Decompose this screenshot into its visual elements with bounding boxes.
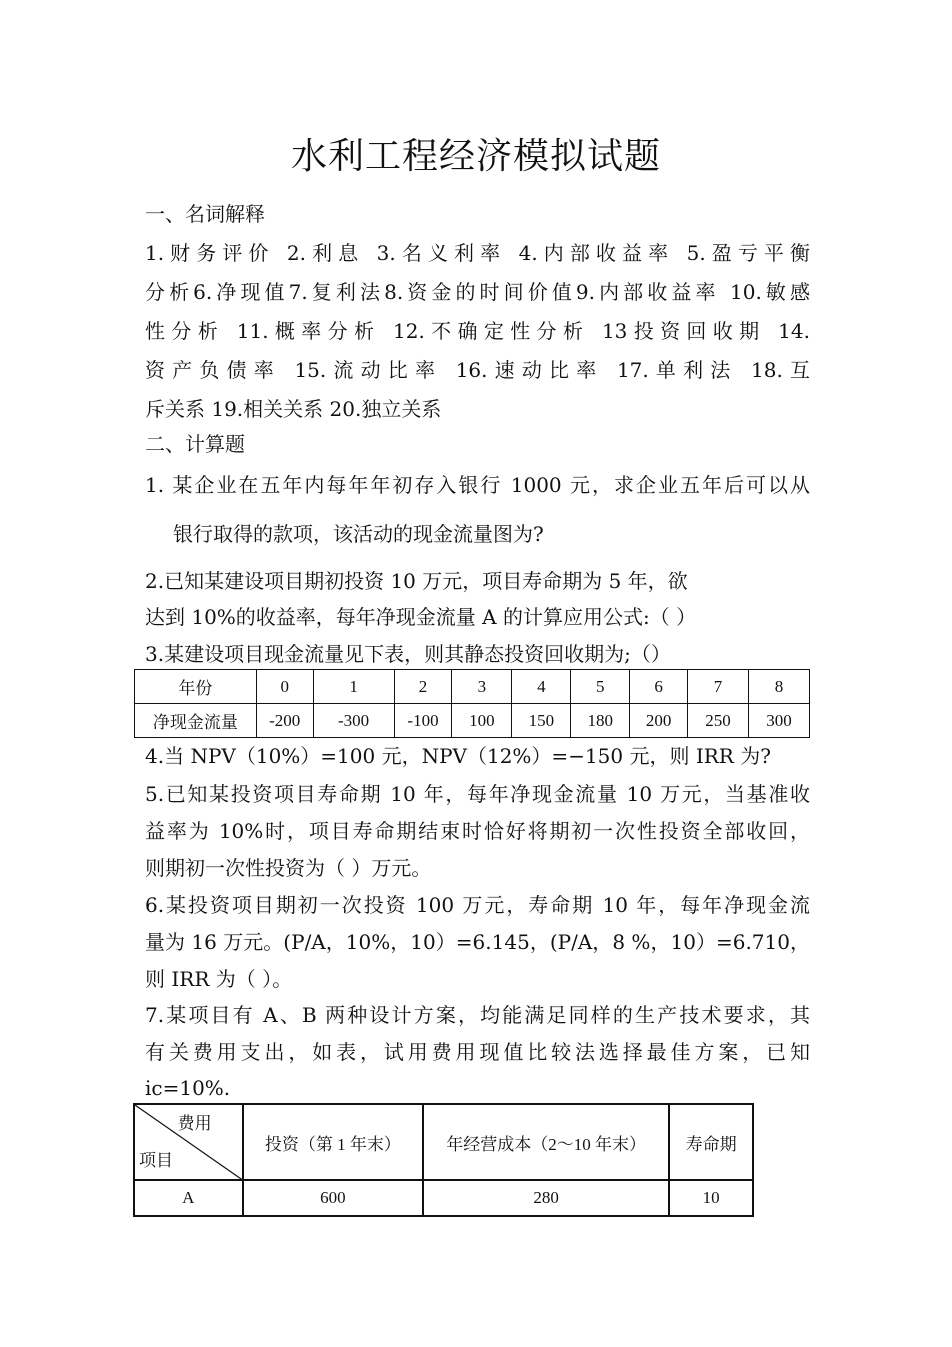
question-7-line-2: 有关费用支出，如表，试用费用现值比较法选择最佳方案，已知 bbox=[145, 1040, 810, 1064]
question-4-line-1: 4.当 NPV（10%）=100 元，NPV（12%）=−150 元，则 IRR 为? bbox=[145, 744, 771, 768]
year-cell: 4 bbox=[512, 670, 571, 704]
question-6-line-2: 量为 16 万元。(P/A，10%，10）=6.145，(P/A，8 %，10）=6.710， bbox=[145, 930, 810, 954]
terms-line-1: 1.财务评价 2.利息 3.名义利率 4.内部收益率 5.盈亏平衡 bbox=[145, 241, 810, 265]
investment-cell: 600 bbox=[243, 1180, 423, 1216]
cash-flow-cell: -100 bbox=[394, 704, 452, 738]
cash-flow-header-row bbox=[135, 670, 810, 704]
year-cell: 3 bbox=[452, 670, 512, 704]
cash-flow-cell: 300 bbox=[749, 704, 810, 738]
section2-heading: 二、计算题 bbox=[145, 432, 245, 456]
operating-cost-cell: 280 bbox=[423, 1180, 669, 1216]
operating-cost-header-cell: 年经营成本（2～10 年末） bbox=[423, 1104, 669, 1180]
cash-flow-cell: 200 bbox=[630, 704, 688, 738]
page-title: 水利工程经济模拟试题 bbox=[290, 136, 661, 177]
question-7-line-1: 7.某项目有 A、B 两种设计方案，均能满足同样的生产技术要求，其 bbox=[145, 1003, 810, 1027]
cash-flow-value-row bbox=[135, 704, 810, 738]
year-header-cell: 年份 bbox=[135, 670, 257, 704]
corner-label-cost: 费用 bbox=[177, 1114, 212, 1133]
service-life-header-cell: 寿命期 bbox=[669, 1104, 753, 1180]
question-1-line-1: 1. 某企业在五年内每年年初存入银行 1000 元，求企业五年后可以从 bbox=[145, 473, 810, 497]
question-6-line-3: 则 IRR 为（ ）。 bbox=[145, 967, 293, 991]
terms-line-4: 资产负债率 15.流动比率 16.速动比率 17.单利法 18.互 bbox=[145, 358, 810, 382]
investment-header-cell: 投资（第 1 年末） bbox=[243, 1104, 423, 1180]
cash-flow-cell: 250 bbox=[688, 704, 749, 738]
year-cell: 1 bbox=[313, 670, 394, 704]
question-7-line-3: ic=10%. bbox=[145, 1076, 231, 1100]
year-cell: 6 bbox=[630, 670, 688, 704]
year-cell: 7 bbox=[688, 670, 749, 704]
question-5-line-3: 则期初一次性投资为（ ）万元。 bbox=[145, 856, 432, 880]
question-5-line-2: 益率为 10%时，项目寿命期结束时恰好将期初一次性投资全部收回， bbox=[145, 819, 810, 843]
cash-flow-cell: 150 bbox=[512, 704, 571, 738]
year-cell: 0 bbox=[256, 670, 313, 704]
cash-flow-cell: -200 bbox=[256, 704, 313, 738]
cost-header-row bbox=[134, 1104, 753, 1180]
cash-flow-cell: 180 bbox=[571, 704, 630, 738]
service-life-cell: 10 bbox=[669, 1180, 753, 1216]
cash-flow-cell: -300 bbox=[313, 704, 394, 738]
cash-flow-cell: 100 bbox=[452, 704, 512, 738]
year-cell: 8 bbox=[749, 670, 810, 704]
question-6-line-1: 6.某投资项目期初一次投资 100 万元，寿命期 10 年，每年净现金流 bbox=[145, 893, 810, 917]
question-3-line-1: 3.某建设项目现金流量见下表，则其静态投资回收期为;（） bbox=[145, 642, 671, 666]
cash-flow-table bbox=[134, 669, 810, 738]
terms-line-3: 性分析 11.概率分析 12.不确定性分析 13投资回收期 14. bbox=[145, 319, 810, 343]
net-cash-flow-label-cell: 净现金流量 bbox=[135, 704, 257, 738]
diagonal-header-cell bbox=[134, 1104, 243, 1180]
year-cell: 2 bbox=[394, 670, 452, 704]
corner-label-item: 项目 bbox=[139, 1151, 173, 1170]
question-2-line-2: 达到 10%的收益率，每年净现金流量 A 的计算应用公式:（ ） bbox=[145, 605, 697, 629]
terms-line-5: 斥关系 19.相关关系 20.独立关系 bbox=[145, 397, 442, 421]
cost-row-a bbox=[134, 1180, 753, 1216]
question-2-line-1: 2.已知某建设项目期初投资 10 万元，项目寿命期为 5 年，欲 bbox=[145, 569, 688, 593]
question-5-line-1: 5.已知某投资项目寿命期 10 年，每年净现金流量 10 万元，当基准收 bbox=[145, 782, 810, 806]
cost-comparison-table bbox=[133, 1103, 754, 1217]
scheme-label-cell: A bbox=[134, 1180, 243, 1216]
year-cell: 5 bbox=[571, 670, 630, 704]
question-1-line-2: 银行取得的款项，该活动的现金流量图为? bbox=[173, 522, 544, 546]
section1-heading: 一、名词解释 bbox=[145, 202, 265, 226]
terms-line-2: 分析6.净现值7.复利法8.资金的时间价值9.内部收益率 10.敏感 bbox=[145, 280, 810, 304]
